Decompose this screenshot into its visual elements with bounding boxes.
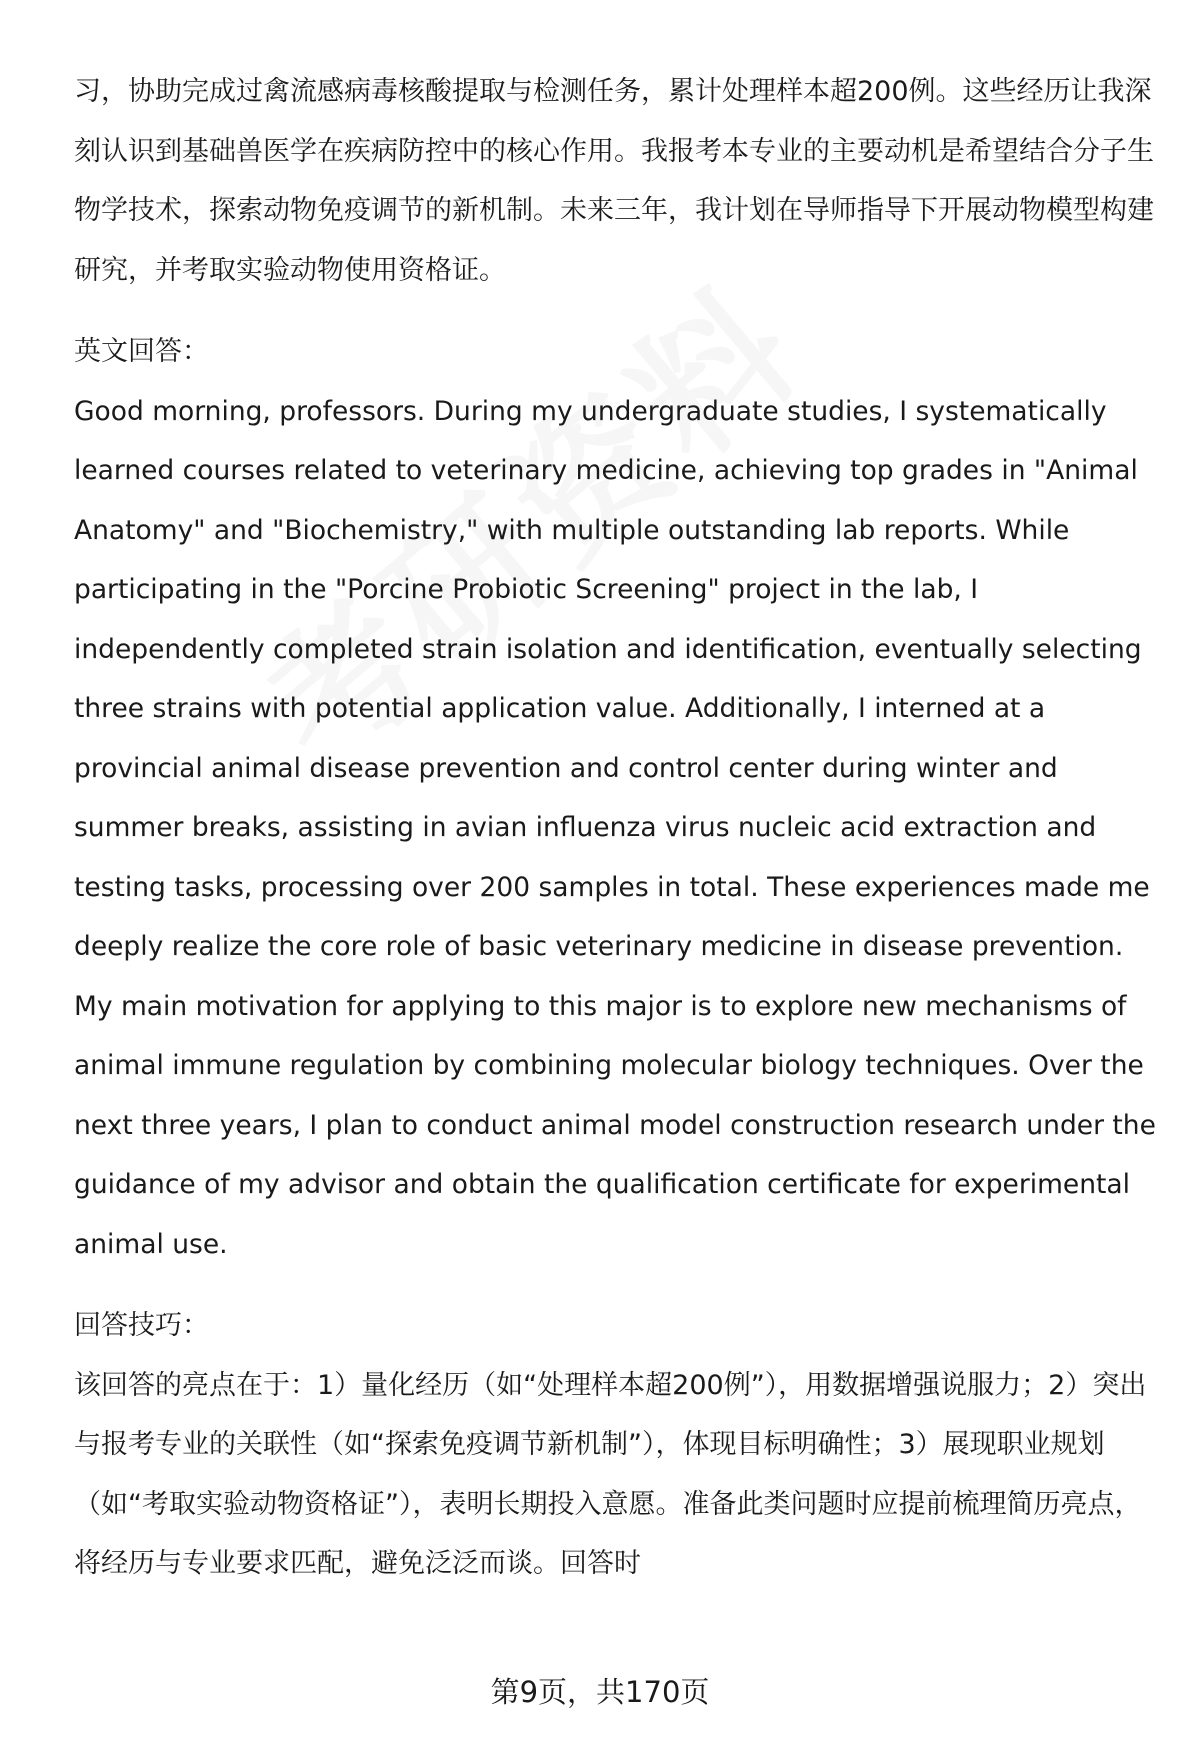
tips-text: 该回答的亮点在于：1）量化经历（如“处理样本超200例”），用数据增强说服力；2）突出与报考专业的关联性（如“探索免疫调节新机制”），体现目标明确性；3）展现职业规划（如“考取实验动物资格证”），表明长期投入意愿。准备此类问题时应提前梳理简历亮点，将经历与专业要求匹配，避免泛泛而谈。回答时 — [74, 1369, 1147, 1579]
page-indicator: 第9页，共170页 — [490, 1675, 710, 1709]
english-answer-label: 英文回答： — [74, 336, 209, 367]
tips-label: 回答技巧： — [74, 1310, 209, 1341]
document-page — [74, 62, 1164, 1594]
english-answer-text: Good morning, professors. During my undergraduate studies, I systematically learned courses related to veterinary medicine, achieving top grades in "Animal Anatomy" and "Biochemistry," with multiple outstanding lab reports. While participating in the "Porcine Probiotic Screening" project in the lab, I independently completed strain isolation and identification, eventually selecting three strains with potential application value. Additionally, I interned at a provincial animal disease prevention and control center during winter and summer breaks, assisting in avian influenza virus nucleic acid extraction and testing tasks, processing over 200 samples in total. These experiences made me deeply realize the core role of basic veterinary medicine in disease prevention. My main motivation for applying to this major is to explore new mechanisms of animal immune regulation by combining molecular biology techniques. Over the next three years, I plan to conduct animal model construction research under the guidance of my advisor and obtain the qualification certificate for experimental animal use. — [74, 395, 1156, 1260]
chinese-paragraph-top: 习，协助完成过禽流感病毒核酸提取与检测任务，累计处理样本超200例。这些经历让我深刻认识到基础兽医学在疾病防控中的核心作用。我报考本专业的主要动机是希望结合分子生物学技术，探索动物免疫调节的新机制。未来三年，我计划在导师指导下开展动物模型构建研究，并考取实验动物使用资格证。 — [74, 76, 1154, 286]
